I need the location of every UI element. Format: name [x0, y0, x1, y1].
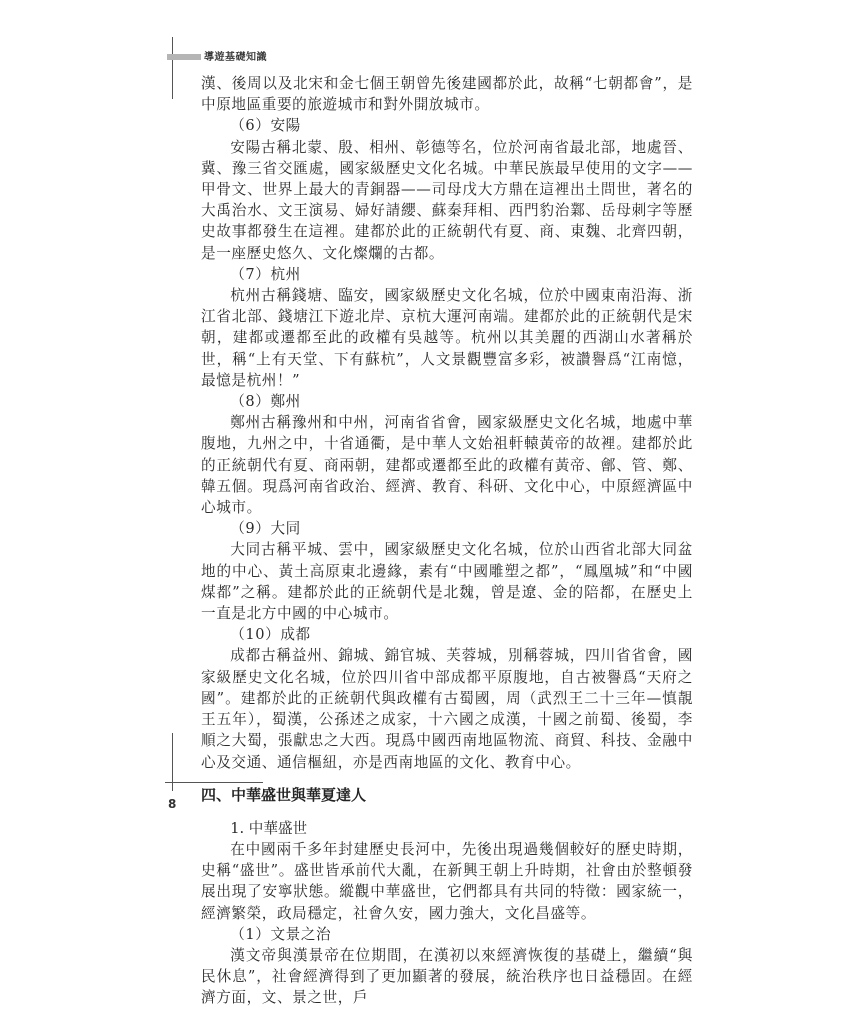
- footer-rule: [165, 782, 263, 783]
- city-text-anyang: 安陽古稱北蒙、殷、相州、彰德等名，位於河南省最北部，地處晉、冀、豫三省交匯處，國家級歷史文化名城。中華民族最早使用的文字——甲骨文、世界上最大的青銅器——司母戊大方鼎在這裡出土問世，著名的大禹治水、文王演易、婦好請纓、蘇秦拜相、西門豹治鄴、岳母刺字等歷史故事都發生在這裡。建都於此的正統朝代有夏、商、東魏、北齊四朝，是一座歷史悠久、文化燦爛的古都。: [201, 138, 693, 262]
- city-text-hangzhou: 杭州古稱錢塘、臨安，國家級歷史文化名城，位於中國東南沿海、浙江省北部、錢塘江下遊北岸、京杭大運河南端。建都於此的正統朝代是宋朝，建都或遷都至此的政權有吳越等。杭州以其美麗的西湖山水著稱於世，稱“上有天堂、下有蘇杭”，人文景觀豐富多彩，被讚譽爲“江南憶，最憶是杭州！”: [201, 287, 693, 389]
- city-text-zhengzhou: 鄭州古稱豫州和中州，河南省省會，國家級歷史文化名城，地處中華腹地，九州之中，十省通衢，是中華人文始祖軒轅黃帝的故裡。建都於此的正統朝代有夏、商兩朝，建都或遷都至此的政權有黃帝、鄶、管、鄭、韓五個。現爲河南省政治、經濟、教育、科研、文化中心，中原經濟區中心城市。: [201, 414, 693, 517]
- city-heading-datong: （9）大同: [230, 520, 301, 538]
- running-header-title: 導遊基礎知識: [204, 52, 267, 63]
- subsection-heading: 1. 中華盛世: [230, 819, 308, 837]
- city-heading-anyang: （6）安陽: [230, 117, 301, 135]
- page-body: [201, 73, 693, 1009]
- item-heading-wenjing: （1）文景之治: [230, 925, 332, 943]
- section-heading: 四、中華盛世與華夏達人: [201, 785, 367, 804]
- running-header-bar: [167, 54, 201, 60]
- city-heading-chengdu: （10）成都: [230, 626, 311, 644]
- opening-paragraph: 漢、後周以及北宋和金七個王朝曾先後建國都於此，故稱“七朝都會”，是中原地區重要的旅遊城市和對外開放城市。: [201, 75, 693, 114]
- subsection-intro: 在中國兩千多年封建歷史長河中，先後出現過幾個較好的歷史時期，史稱“盛世”。盛世皆承前代大亂，在新興王朝上升時期，社會由於整頓發展出現了安寧狀態。縱觀中華盛世，它們都具有共同的特徵：國家統一，經濟繁榮，政局穩定，社會久安，國力強大，文化昌盛等。: [201, 840, 693, 922]
- city-text-datong: 大同古稱平城、雲中，國家級歷史文化名城，位於山西省北部大同盆地的中心、黃土高原東北邊緣，素有“中國雕塑之都”，“鳳凰城”和“中國煤都”之稱。建都於此的正統朝代是北魏，曾是遼、金的陪都，在歷史上一直是北方中國的中心城市。: [201, 541, 693, 623]
- page-number: 8: [168, 797, 177, 811]
- city-text-chengdu: 成都古稱益州、錦城、錦官城、芙蓉城，別稱蓉城，四川省省會，國家級歷史文化名城，位於四川省中部成都平原腹地，自古被譽爲“天府之國”。建都於此的正統朝代與政權有古蜀國，周（武烈王二十三年—慎靚王五年），蜀漢，公孫述之成家，十六國之成漢，十國之前蜀、後蜀，李順之大蜀，張獻忠之大西。現爲中國西南地區物流、商貿、科技、金融中心及交通、通信樞紐，亦是西南地區的文化、教育中心。: [201, 647, 693, 771]
- city-heading-zhengzhou: （8）鄭州: [230, 393, 301, 411]
- item-text-wenjing: 漢文帝與漢景帝在位期間，在漢初以來經濟恢復的基礎上，繼續“與民休息”，社會經濟得到了更加顯著的發展，統治秩序也日益穩固。在經濟方面，文、景之世，戶: [201, 946, 693, 1007]
- city-heading-hangzhou: （7）杭州: [230, 265, 301, 283]
- margin-rule-top: [172, 37, 173, 99]
